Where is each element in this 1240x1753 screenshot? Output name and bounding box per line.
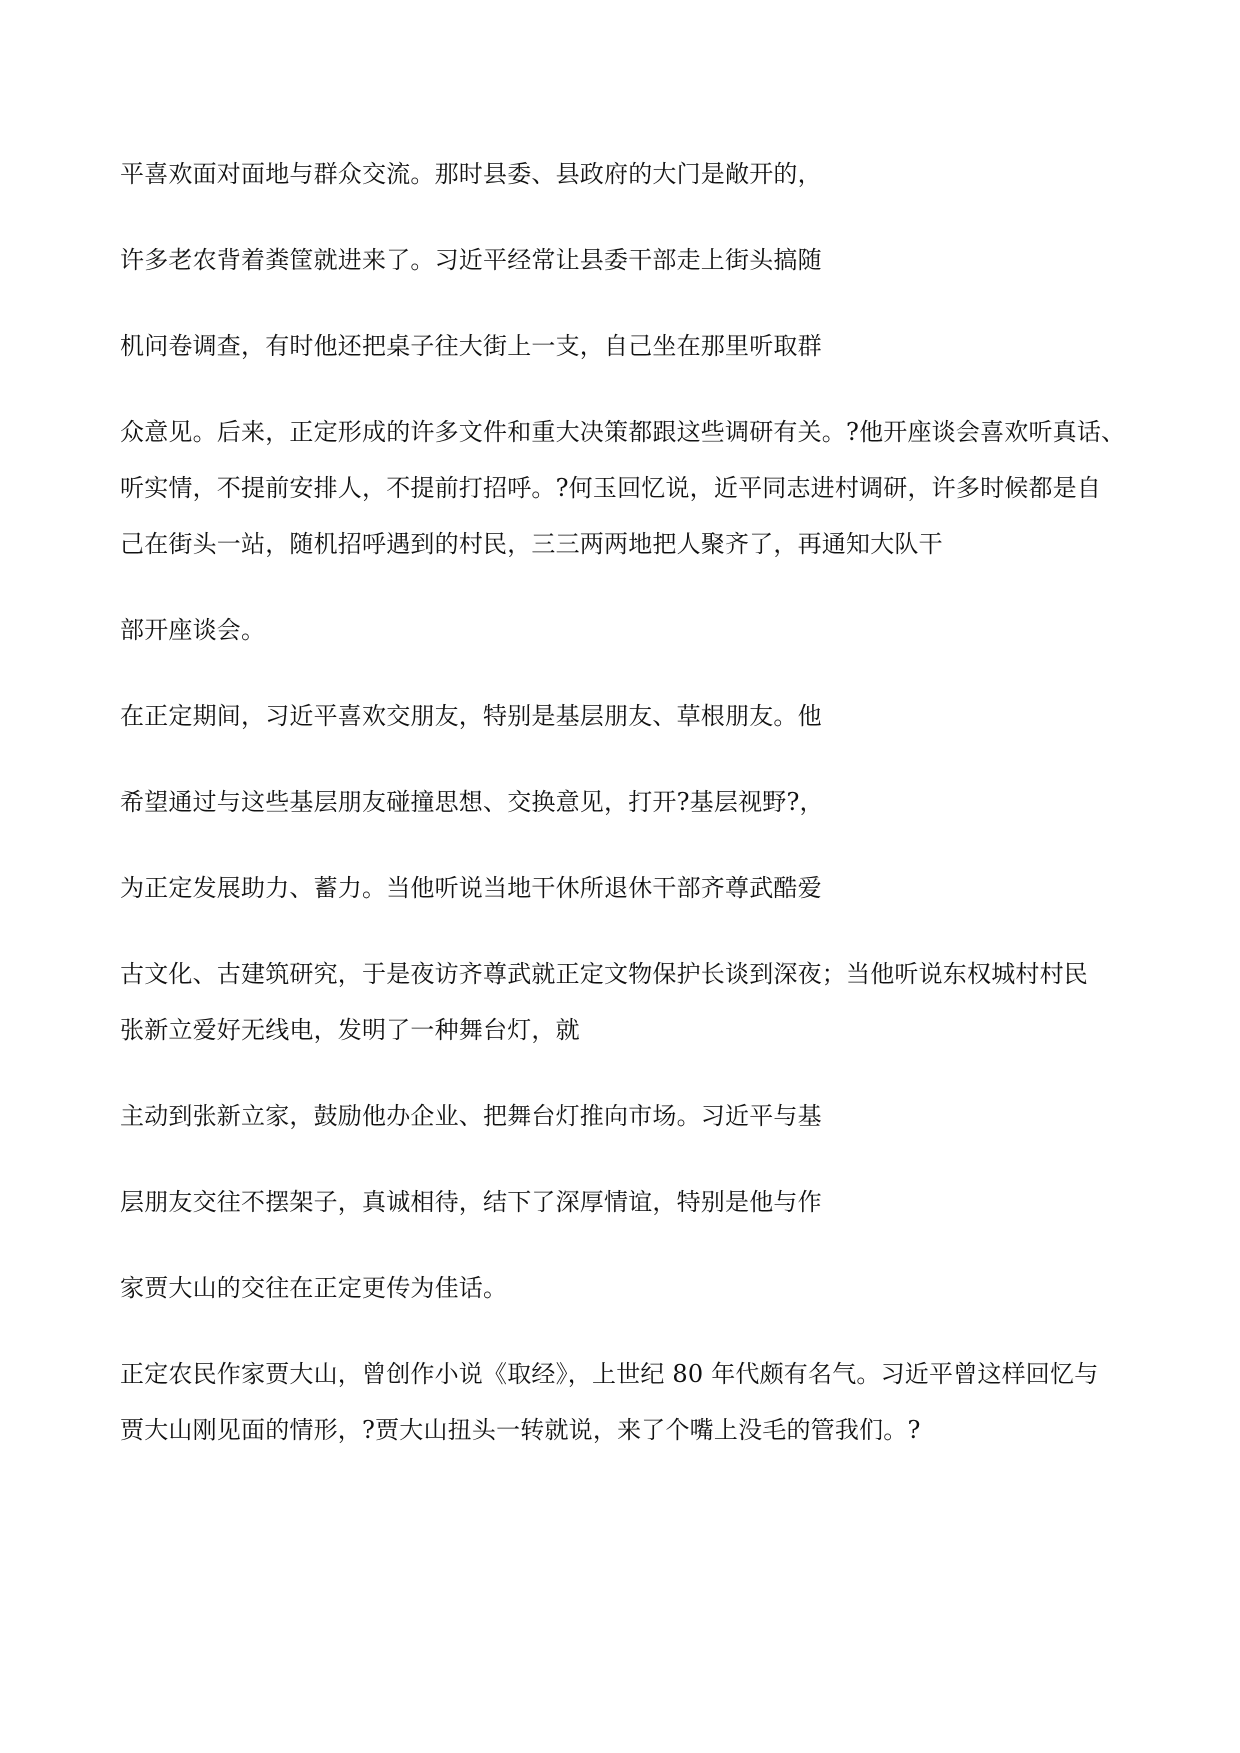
- text-line: 听实情，不提前安排人，不提前打招呼。?何玉回忆说，近平同志进村调研，许多时候都是自: [120, 474, 1102, 502]
- text-line: 贾大山刚见面的情形，?贾大山扭头一转就说，来了个嘴上没毛的管我们。?: [120, 1416, 921, 1444]
- text-line: 部开座谈会。: [120, 616, 266, 644]
- text-line: 己在街头一站，随机招呼遇到的村民，三三两两地把人聚齐了，再通知大队干: [120, 530, 943, 558]
- text-line: 许多老农背着粪筐就进来了。习近平经常让县委干部走上街头搞随: [120, 246, 822, 274]
- text-line: 在正定期间，习近平喜欢交朋友，特别是基层朋友、草根朋友。他: [120, 702, 822, 730]
- text-line: 为正定发展助力、蓄力。当他听说当地干休所退休干部齐尊武酷爱: [120, 874, 822, 902]
- text-line: 古文化、古建筑研究，于是夜访齐尊武就正定文物保护长谈到深夜；当他听说东权城村村民: [120, 960, 1088, 988]
- text-line: 平喜欢面对面地与群众交流。那时县委、县政府的大门是敞开的，: [120, 160, 822, 188]
- text-line: 家贾大山的交往在正定更传为佳话。: [120, 1274, 508, 1302]
- text-line: 机问卷调查，有时他还把桌子往大街上一支，自己坐在那里听取群: [120, 332, 822, 360]
- text-line: 希望通过与这些基层朋友碰撞思想、交换意见，打开?基层视野?，: [120, 788, 824, 816]
- text-line: 层朋友交往不摆架子，真诚相待，结下了深厚情谊，特别是他与作: [120, 1188, 822, 1216]
- text-line: 张新立爱好无线电，发明了一种舞台灯，就: [120, 1016, 580, 1044]
- text-line: 正定农民作家贾大山，曾创作小说《取经》，上世纪 80 年代颇有名气。习近平曾这样回忆与: [120, 1360, 1099, 1388]
- text-line: 主动到张新立家，鼓励他办企业、把舞台灯推向市场。习近平与基: [120, 1102, 822, 1130]
- text-line: 众意见。后来，正定形成的许多文件和重大决策都跟这些调研有关。?他开座谈会喜欢听真话、: [120, 418, 1126, 446]
